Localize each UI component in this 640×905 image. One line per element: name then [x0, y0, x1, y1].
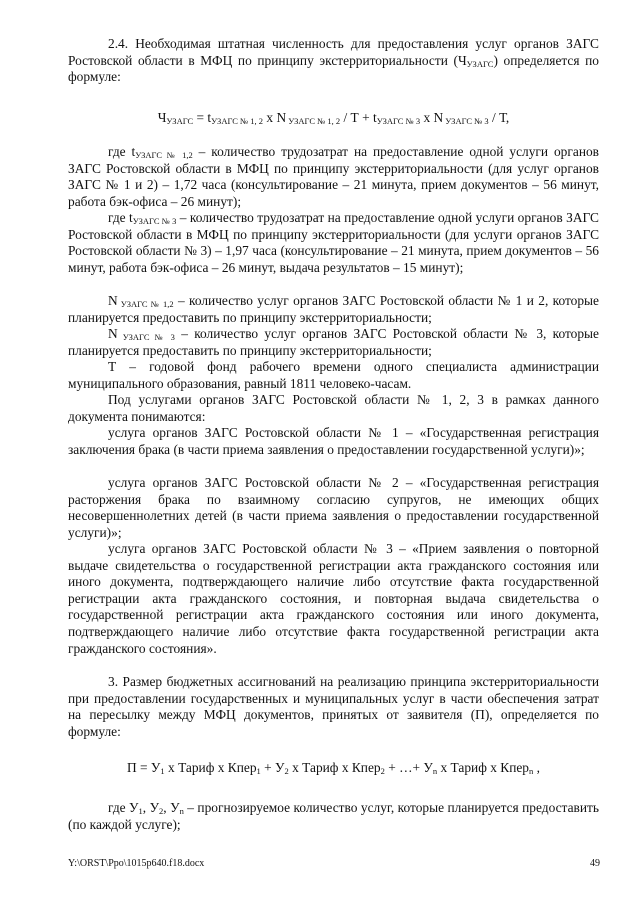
paragraph-2-4: 2.4. Необходимая штатная численность для предоставления услуг органов ЗАГС Ростовской области в МФЦ по принципу экстерриториальности $(Ч_{УЗАГС})$ определяется по формуле: — [68, 36, 599, 85]
definition-u: где $У_1$, $У_2$, $У_n$ – прогнозируемое количество услуг, которые планируется предоставить (по каждой услуге); — [68, 800, 599, 832]
service-3: услуга органов ЗАГС Ростовской области № 3 – «Прием заявления о повторной выдаче свидетельства о государственной регистрации акта гражданского состояния или иного документа, подтверждающего наличие либо отсутствие факта государственной регистрации акта гражданского состояния, и повторная выдача свидетельства о государственной регистрации акта гражданского состояния или иного документа, подтверждающего наличие либо отсутствие факта государственной регистрации акта гражданского состояния». — [68, 541, 599, 656]
footer-file-path: Y:\ORST\Ppo\1015p640.f18.docx — [68, 858, 205, 869]
definition-n-1-2: N $_{УЗАГС № 1,2}$ – количество услуг органов ЗАГС Ростовской области № 1 и 2, которые планируется предоставить по принципу экстерриториальности; — [68, 293, 599, 325]
page-number: 49 — [590, 858, 600, 869]
service-2: услуга органов ЗАГС Ростовской области № 2 – «Государственная регистрация расторжения брака по взаимному согласию супругов, не имеющих общих несовершеннолетних детей (в части приема заявления о предоставлении государственной услуги)»; — [68, 475, 599, 540]
definition-t-3: где $t_{УЗАГС № 3}$ – количество трудозатрат на предоставление одной услуги органов ЗАГС Ростовской области в МФЦ по принципу экстерриториальности (для услуги органов ЗАГС Ростовской области № 3) – 1,97 часа (консультирование – 21 минута, прием документов – 56 минут, работа бэк-офиса – 26 минут, выдача результатов – 15 минут); — [68, 210, 599, 275]
definition-n-3: N $_{УЗАГС № 3}$ – количество услуг органов ЗАГС Ростовской области № 3, которые планируется предоставить по принципу экстерриториальности; — [68, 326, 599, 358]
services-intro: Под услугами органов ЗАГС Ростовской области № 1, 2, 3 в рамках данного документа понимаются: — [68, 392, 599, 424]
service-1: услуга органов ЗАГС Ростовской области № 1 – «Государственная регистрация заключения брака (в части приема заявления о предоставлении государственной услуги)»; — [68, 425, 599, 457]
formula-postage: $П = У_1$ х Тариф х Кпер$_1$ + $У_2$ х Тариф х Кпер$_2$ + …+ $У_n$ х Тариф х Кпер$_n$ , — [127, 760, 540, 776]
definition-t-annual: Т – годовой фонд рабочего времени одного специалиста администрации муниципального образования, равный 1811 человеко-часам. — [68, 359, 599, 391]
formula-staff-count: $Ч_{УЗАГС} = t_{УЗАГС № 1, 2}$ х N $_{УЗАГС № 1, 2} / Т + t_{УЗАГС № 3}$ х N $_{УЗАГС № 3}$ / Т, — [157, 110, 510, 126]
definition-t-1-2: где $t_{УЗАГС № 1,2}$ – количество трудозатрат на предоставление одной услуги органов ЗАГС Ростовской области в МФЦ по принципу экстерриториальности (для услуг органов ЗАГС № 1 и 2) – 1,72 часа (консультирование – 21 минута, прием документов – 56 минут, работа бэк-офиса – 26 минут); — [68, 144, 599, 209]
paragraph-3: 3. Размер бюджетных ассигнований на реализацию принципа экстерриториальности при предоставлении государственных и муниципальных услуг в части обеспечения затрат на пересылку между МФЦ документов, принятых от заявителя (П), определяется по формуле: — [68, 674, 599, 739]
